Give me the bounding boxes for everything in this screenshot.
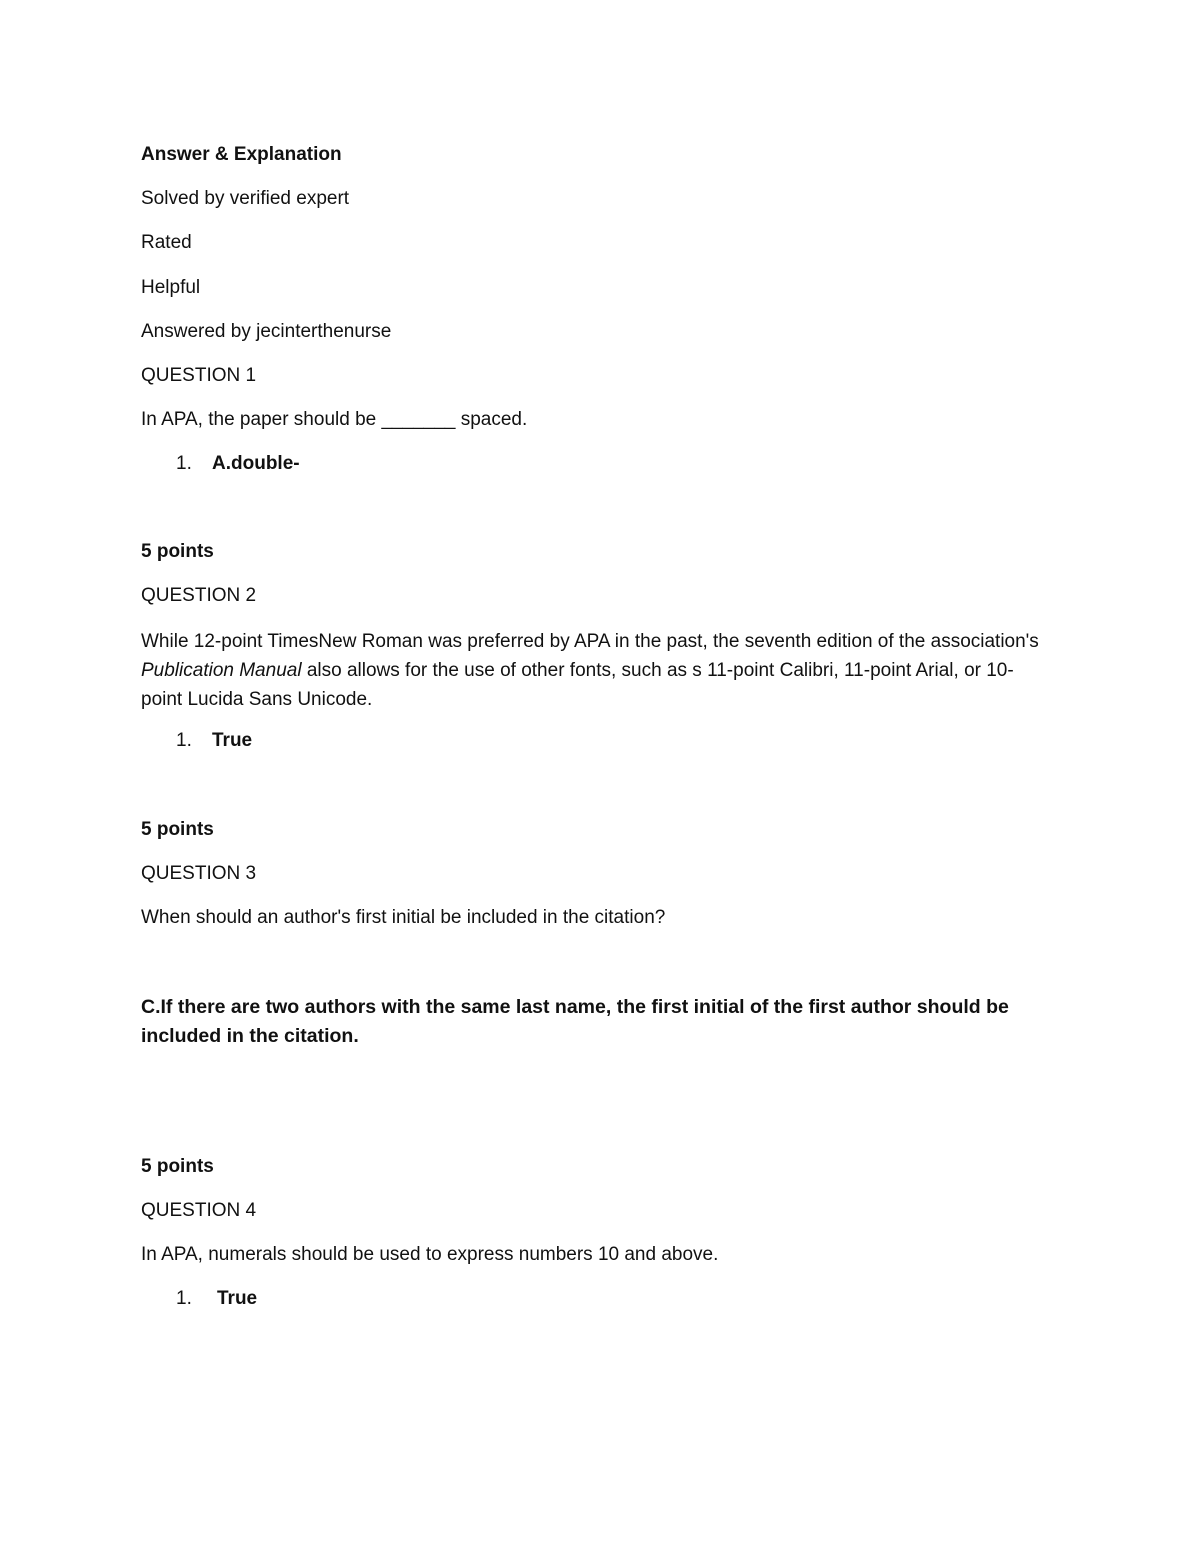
question-1-text: In APA, the paper should be _______ spaced. xyxy=(141,409,528,430)
question-2-text-start: While 12-point TimesNew Roman was preferred by APA in the past, the seventh edition of the association's xyxy=(141,631,1039,652)
question-1-title: QUESTION 1 xyxy=(141,365,257,386)
answer-text: True xyxy=(212,730,253,751)
page-heading: Answer & Explanation xyxy=(141,144,342,165)
answered-by-label: Answered by jecinterthenurse xyxy=(141,321,392,342)
question-2-answer xyxy=(176,727,252,755)
question-1-answer xyxy=(176,450,300,478)
list-number: 1. xyxy=(176,453,192,474)
points-label: 5 points xyxy=(141,541,214,562)
helpful-label: Helpful xyxy=(141,277,201,298)
question-3-answer: C.If there are two authors with the same last name, the first initial of the first author should be included in the citation. xyxy=(141,996,1009,1047)
answer-text: A.double- xyxy=(212,453,300,474)
rated-label: Rated xyxy=(141,232,192,253)
list-number: 1. xyxy=(176,1288,192,1309)
question-3-title: QUESTION 3 xyxy=(141,863,257,884)
question-4-title: QUESTION 4 xyxy=(141,1200,257,1221)
publication-manual-title: Publication Manual xyxy=(141,660,302,681)
question-4-answer xyxy=(176,1285,257,1313)
solved-by-label: Solved by verified expert xyxy=(141,188,350,209)
list-number: 1. xyxy=(176,730,192,751)
question-2-title: QUESTION 2 xyxy=(141,585,257,606)
question-2-text-end: also allows for the use of other fonts, such as s 11-point Calibri, 11-point Arial, or 10-point Lucida Sans Unicode. xyxy=(141,660,1014,710)
points-label: 5 points xyxy=(141,1156,214,1177)
question-2-text xyxy=(141,627,1041,714)
points-label: 5 points xyxy=(141,819,214,840)
question-3-text: When should an author's first initial be included in the citation? xyxy=(141,907,666,928)
answer-text: True xyxy=(217,1288,258,1309)
question-4-text: In APA, numerals should be used to express numbers 10 and above. xyxy=(141,1244,719,1265)
